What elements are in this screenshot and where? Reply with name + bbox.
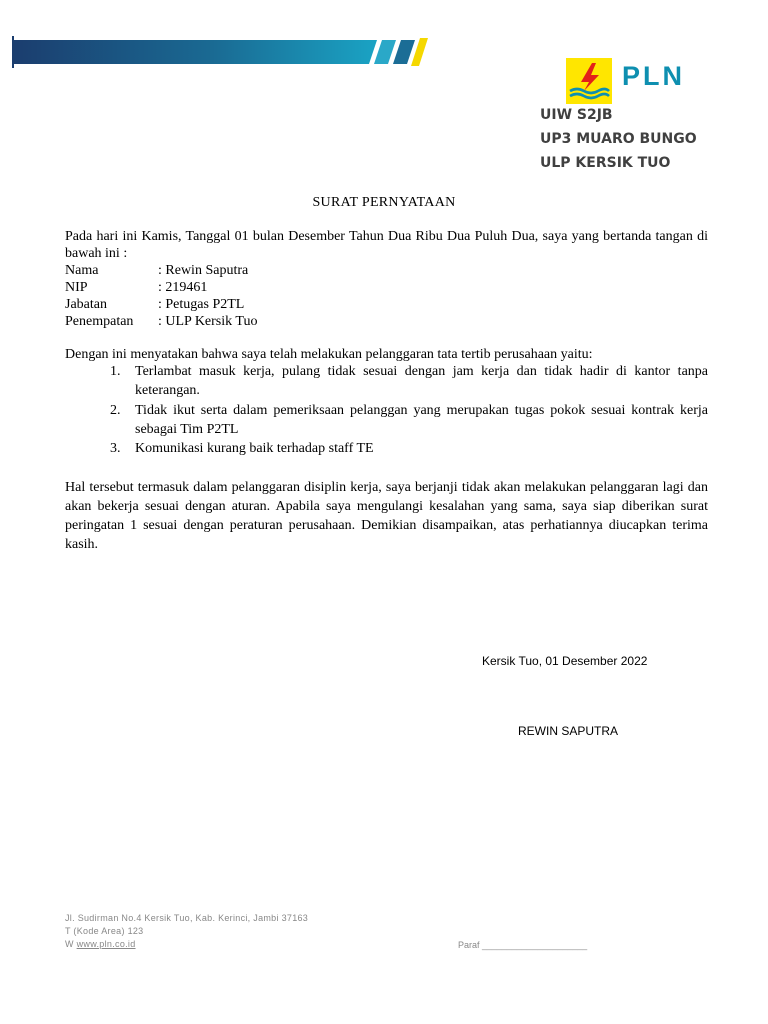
- field-nip: [65, 279, 207, 296]
- field-jabatan: [65, 296, 244, 313]
- document-title: SURAT PERNYATAAN: [312, 195, 456, 210]
- pln-logo: [566, 58, 706, 104]
- field-value: : 219461: [158, 280, 208, 295]
- list-text: Terlambat masuk kerja, pulang tidak sesuai dengan jam kerja dan tidak hadir di kantor tanpa keterangan.: [135, 364, 708, 398]
- signer-name: REWIN SAPUTRA: [518, 724, 619, 738]
- field-nama: [65, 262, 248, 279]
- field-label: Nama: [65, 263, 99, 278]
- unit-ulp: ULP KERSIK TUO: [540, 155, 671, 171]
- brand-name: PLN: [622, 61, 685, 91]
- field-value: : Rewin Saputra: [158, 263, 249, 278]
- violation-item: [110, 439, 708, 458]
- field-label: Jabatan: [65, 297, 107, 312]
- opening-paragraph: Pada hari ini Kamis, Tanggal 01 bulan Desember Tahun Dua Ribu Dua Puluh Dua, saya yang bertanda tangan di bawah ini :: [65, 229, 708, 261]
- header-stripe-band: [12, 36, 432, 68]
- footer-web-link[interactable]: www.pln.co.id: [76, 939, 136, 949]
- footer-address: Jl. Sudirman No.4 Kersik Tuo, Kab. Kerinci, Jambi 37163: [65, 913, 309, 923]
- footer-phone: T (Kode Area) 123: [65, 926, 144, 936]
- field-value: : ULP Kersik Tuo: [158, 314, 258, 329]
- list-text: Tidak ikut serta dalam pemeriksaan pelanggan yang merupakan tugas pokok sesuai kontrak kerja sebagai Tim P2TL: [135, 403, 708, 437]
- list-number: 2.: [110, 403, 121, 418]
- list-number: 3.: [110, 441, 121, 456]
- list-text: Komunikasi kurang baik terhadap staff TE: [135, 441, 374, 456]
- field-label: Penempatan: [65, 314, 134, 329]
- unit-uiw: UIW S2JB: [540, 107, 613, 123]
- list-number: 1.: [110, 364, 121, 379]
- field-penempatan: [65, 313, 257, 330]
- field-value: : Petugas P2TL: [158, 297, 245, 312]
- unit-up3: UP3 MUARO BUNGO: [540, 131, 697, 147]
- statement-intro: Dengan ini menyatakan bahwa saya telah melakukan pelanggaran tata tertib perusahaan yaitu:: [65, 347, 593, 362]
- violation-item: [110, 362, 708, 400]
- field-label: NIP: [65, 280, 88, 295]
- paraf-line: Paraf _____________________: [458, 940, 588, 950]
- footer-web-prefix: W: [65, 939, 74, 949]
- violation-item: [110, 401, 708, 439]
- closing-paragraph: Hal tersebut termasuk dalam pelanggaran disiplin kerja, saya berjanji tidak akan melakukan pelanggaran lagi dan akan bekerja sesuai dengan aturan. Apabila saya mengulangi kesalahan yang sama, saya siap diberikan surat peringatan 1 sesuai dengan peraturan perusahaan. Demikian disampaikan, atas perhatiannya diucapkan terima kasih.: [65, 480, 708, 552]
- pln-lightning-icon: [566, 58, 612, 104]
- place-date: Kersik Tuo, 01 Desember 2022: [482, 654, 648, 668]
- footer-web: [65, 939, 136, 949]
